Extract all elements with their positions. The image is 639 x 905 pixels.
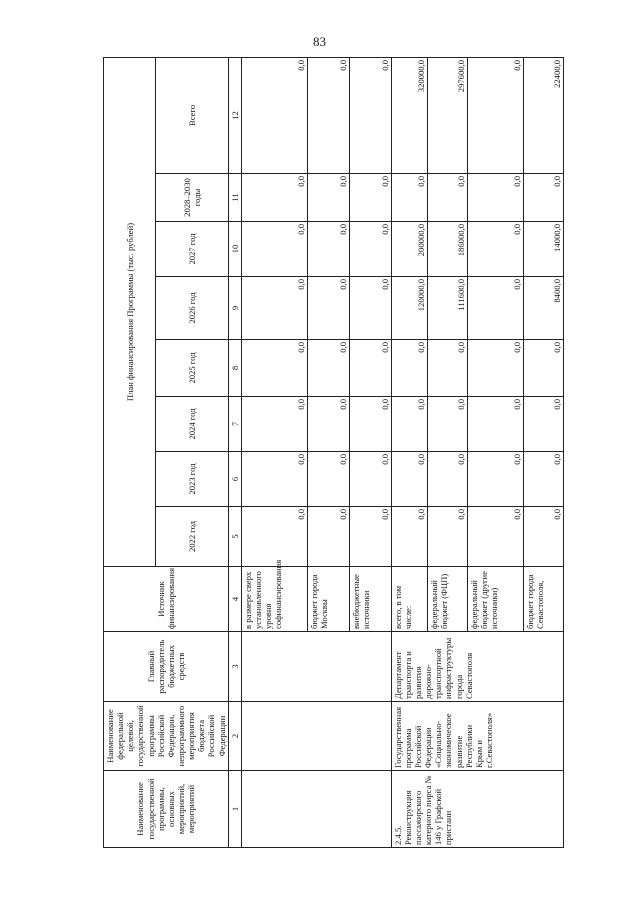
value-cell: 0,0 bbox=[349, 222, 391, 277]
column-number: 9 bbox=[228, 277, 241, 340]
value-cell: 0,0 bbox=[523, 507, 563, 567]
column-number: 6 bbox=[228, 452, 241, 507]
value-cell: 0,0 bbox=[467, 174, 523, 222]
value-cell: 14000,0 bbox=[523, 222, 563, 277]
value-cell: 0,0 bbox=[523, 174, 563, 222]
header-year-2028-2030: 2028–2030 годы bbox=[156, 174, 229, 222]
table-row bbox=[391, 57, 427, 847]
cell-empty bbox=[241, 702, 391, 771]
value-cell: 0,0 bbox=[307, 174, 349, 222]
value-cell: 0,0 bbox=[241, 57, 307, 173]
value-cell: 0,0 bbox=[467, 507, 523, 567]
measure-manager: Департамент транспорта и развития дорожно-транспортной инфраструктуры города Севастополя bbox=[391, 632, 563, 702]
value-cell: 0,0 bbox=[241, 452, 307, 507]
value-cell: 0,0 bbox=[391, 397, 427, 452]
column-number: 12 bbox=[228, 57, 241, 173]
value-cell: 0,0 bbox=[241, 277, 307, 340]
value-cell: 0,0 bbox=[307, 57, 349, 173]
header-total: Всего bbox=[156, 57, 229, 173]
source-cell: внебюджетные источники bbox=[349, 567, 391, 632]
value-cell: 111600,0 bbox=[427, 277, 467, 340]
value-cell: 0,0 bbox=[307, 340, 349, 397]
header-year-2023: 2023 год bbox=[156, 452, 229, 507]
source-cell: бюджет города Севастополя, bbox=[523, 567, 563, 632]
value-cell: 0,0 bbox=[391, 452, 427, 507]
value-cell: 22400,0 bbox=[523, 57, 563, 173]
value-cell: 0,0 bbox=[467, 340, 523, 397]
header-year-2022: 2022 год bbox=[156, 507, 229, 567]
value-cell: 0,0 bbox=[467, 277, 523, 340]
value-cell: 0,0 bbox=[241, 340, 307, 397]
header-col-1: Наименование государственной программы, основных мероприятий, мероприятий bbox=[104, 771, 229, 848]
column-number: 7 bbox=[228, 397, 241, 452]
value-cell: 0,0 bbox=[349, 340, 391, 397]
value-cell: 0,0 bbox=[427, 397, 467, 452]
column-number: 4 bbox=[228, 567, 241, 632]
value-cell: 0,0 bbox=[349, 452, 391, 507]
source-cell: бюджет города Москвы bbox=[307, 567, 349, 632]
source-cell: федеральный бюджет (ФЦП) bbox=[427, 567, 467, 632]
value-cell: 0,0 bbox=[391, 340, 427, 397]
value-cell: 0,0 bbox=[349, 507, 391, 567]
value-cell: 0,0 bbox=[467, 222, 523, 277]
cell-empty bbox=[241, 632, 391, 702]
value-cell: 0,0 bbox=[349, 174, 391, 222]
header-year-2024: 2024 год bbox=[156, 397, 229, 452]
column-number: 3 bbox=[228, 632, 241, 702]
value-cell: 8400,0 bbox=[523, 277, 563, 340]
column-number: 2 bbox=[228, 702, 241, 771]
value-cell: 320000,0 bbox=[391, 57, 427, 173]
header-col-2: Наименование федеральной целевой, государственной программы Российской Федерации, непрограммного мероприятия бюджета Российской Федерации bbox=[104, 702, 229, 771]
header-year-2027: 2027 год bbox=[156, 222, 229, 277]
header-col-3: Главный распорядитель бюджетных средств bbox=[104, 632, 229, 702]
value-cell: 0,0 bbox=[307, 452, 349, 507]
value-cell: 0,0 bbox=[427, 507, 467, 567]
header-plan: План финансирования Программы (тыс. рублей) bbox=[104, 57, 156, 566]
column-number: 10 bbox=[228, 222, 241, 277]
header-year-2025: 2025 год bbox=[156, 340, 229, 397]
source-cell: всего, в том числе: bbox=[391, 567, 427, 632]
value-cell: 0,0 bbox=[391, 174, 427, 222]
header-year-2026: 2026 год bbox=[156, 277, 229, 340]
cell-empty bbox=[241, 771, 391, 848]
value-cell: 0,0 bbox=[427, 452, 467, 507]
value-cell: 0,0 bbox=[241, 397, 307, 452]
value-cell: 0,0 bbox=[467, 57, 523, 173]
value-cell: 186000,0 bbox=[427, 222, 467, 277]
financing-table bbox=[103, 57, 564, 848]
value-cell: 0,0 bbox=[523, 452, 563, 507]
column-number: 1 bbox=[228, 771, 241, 848]
value-cell: 200000,0 bbox=[391, 222, 427, 277]
measure-name: 2.4.5. Реконструкция пассажирского катерного пирса № 146 у Графской пристани bbox=[391, 771, 563, 848]
value-cell: 0,0 bbox=[307, 222, 349, 277]
value-cell: 120000,0 bbox=[391, 277, 427, 340]
value-cell: 0,0 bbox=[307, 277, 349, 340]
value-cell: 0,0 bbox=[307, 507, 349, 567]
source-cell: в размере сверх установленного уровня софинансирования bbox=[241, 567, 307, 632]
value-cell: 0,0 bbox=[241, 174, 307, 222]
header-col-4: Источник финансирования bbox=[104, 567, 229, 632]
column-number: 11 bbox=[228, 174, 241, 222]
table-row bbox=[241, 57, 307, 847]
page-number: 83 bbox=[313, 34, 326, 49]
column-number: 8 bbox=[228, 340, 241, 397]
value-cell: 0,0 bbox=[523, 340, 563, 397]
value-cell: 0,0 bbox=[467, 452, 523, 507]
measure-program: Государственная программа Российской Федерации «Социально-экономическое развитие Республики Крым и г.Севастополя» bbox=[391, 702, 563, 771]
value-cell: 0,0 bbox=[349, 397, 391, 452]
value-cell: 0,0 bbox=[241, 507, 307, 567]
source-cell: федеральный бюджет (другие источники) bbox=[467, 567, 523, 632]
value-cell: 0,0 bbox=[467, 397, 523, 452]
value-cell: 0,0 bbox=[391, 507, 427, 567]
value-cell: 0,0 bbox=[241, 222, 307, 277]
value-cell: 0,0 bbox=[427, 340, 467, 397]
column-number: 5 bbox=[228, 507, 241, 567]
value-cell: 0,0 bbox=[349, 57, 391, 173]
value-cell: 0,0 bbox=[349, 277, 391, 340]
value-cell: 297600,0 bbox=[427, 57, 467, 173]
rotated-table-container bbox=[103, 58, 603, 848]
value-cell: 0,0 bbox=[307, 397, 349, 452]
value-cell: 0,0 bbox=[427, 174, 467, 222]
value-cell: 0,0 bbox=[523, 397, 563, 452]
